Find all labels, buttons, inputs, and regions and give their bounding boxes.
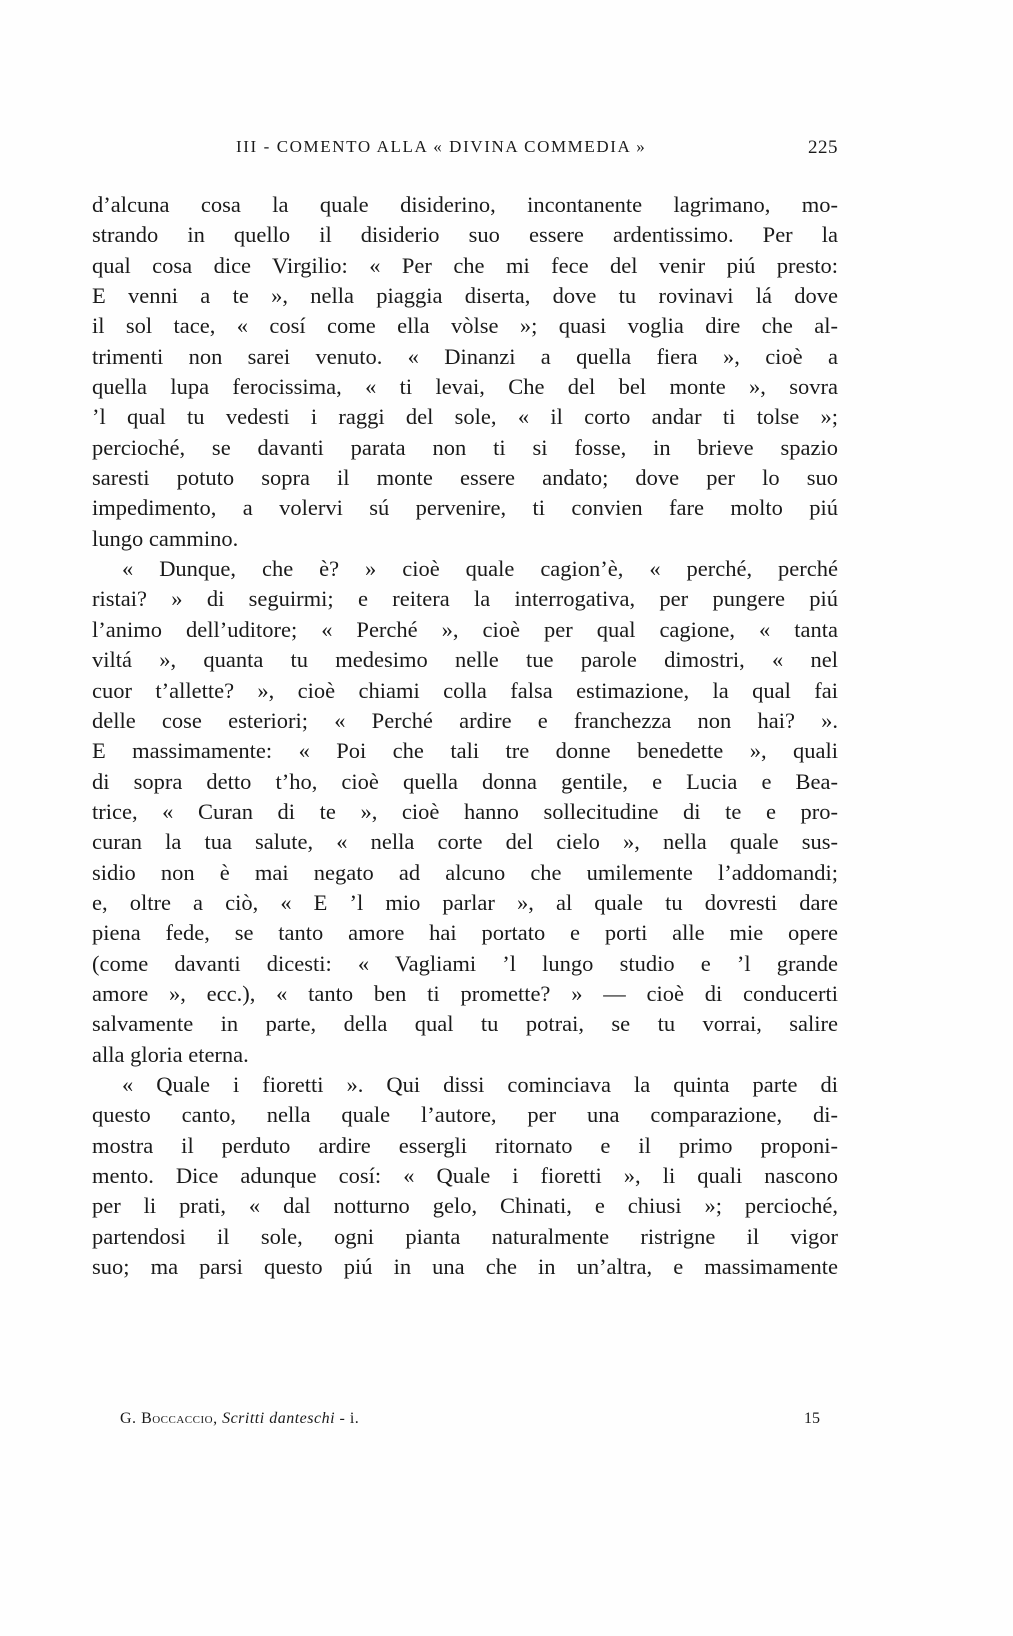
- text-line: piena fede, se tanto amore hai portato e porti alle mie opere: [92, 920, 838, 946]
- work-title: Scritti danteschi: [222, 1410, 336, 1427]
- text-line: di sopra detto t’ho, cioè quella donna gentile, e Lucia e Bea-: [92, 768, 838, 794]
- text-line: curan la tua salute, « nella corte del cielo », nella quale sus-: [92, 829, 838, 855]
- text-line: amore », ecc.), « tanto ben ti promette? » — cioè di conducerti: [92, 980, 838, 1006]
- text-line: il sol tace, « cosí come ella vòlse »; quasi voglia dire che al-: [92, 313, 838, 339]
- author-initial: G.: [120, 1410, 137, 1427]
- text-line: sidio non è mai negato ad alcuno che umilemente l’addomandi;: [92, 859, 838, 885]
- running-title: III - COMENTO ALLA « DIVINA COMMEDIA »: [236, 137, 647, 156]
- text-line: percioché, se davanti parata non ti si fosse, in brieve spazio: [92, 434, 838, 460]
- body-text: [92, 190, 838, 1282]
- text-line: qual cosa dice Virgilio: « Per che mi fece del venir piú presto:: [92, 252, 838, 278]
- text-line: l’animo dell’uditore; « Perché », cioè per qual cagione, « tanta: [92, 616, 838, 642]
- text-line: (come davanti dicesti: « Vagliami ’l lungo studio e ’l grande: [92, 950, 838, 976]
- text-line: ’l qual tu vedesti i raggi del sole, « il corto andar ti tolse »;: [92, 404, 838, 430]
- text-line: questo canto, nella quale l’autore, per una comparazione, di-: [92, 1102, 838, 1128]
- text-line: E venni a te », nella piaggia diserta, dove tu rovinavi lá dove: [92, 283, 838, 309]
- text-line: lungo cammino.: [92, 525, 239, 551]
- text-line: impedimento, a volervi sú pervenire, ti convien fare molto piú: [92, 495, 838, 521]
- text-line: saresti potuto sopra il monte essere andato; dove per lo suo: [92, 465, 838, 491]
- text-line: trice, « Curan di te », cioè hanno sollecitudine di te e pro-: [92, 798, 838, 824]
- text-line: suo; ma parsi questo piú in una che in un’altra, e massimamente: [92, 1254, 838, 1280]
- text-line: mento. Dice adunque cosí: « Quale i fioretti », li quali nascono: [92, 1163, 838, 1188]
- text-line: ristai? » di seguirmi; e reitera la interrogativa, per pungere piú: [92, 586, 838, 612]
- text-line: per li prati, « dal notturno gelo, Chinati, e chiusi »; percioché,: [92, 1193, 838, 1219]
- author-surname: Boccaccio,: [141, 1410, 218, 1427]
- text-line: cuor t’allette? », cioè chiami colla falsa estimazione, la qual fai: [92, 677, 838, 703]
- text-line: partendosi il sole, ogni pianta naturalmente ristrigne il vigor: [92, 1223, 838, 1249]
- text-line: salvamente in parte, della qual tu potrai, se tu vorrai, salire: [92, 1011, 838, 1037]
- text-line: alla gloria eterna.: [92, 1041, 249, 1067]
- text-line: quella lupa ferocissima, « ti levai, Che del bel monte », sovra: [92, 374, 838, 400]
- volume-number: - i.: [339, 1410, 360, 1427]
- page-footer: [120, 1410, 820, 1436]
- text-line: « Quale i fioretti ». Qui dissi cominciava la quinta parte di: [122, 1071, 838, 1097]
- text-line: strando in quello il disiderio suo essere ardentissimo. Per la: [92, 222, 838, 248]
- text-line: mostra il perduto ardire essergli ritornato e il primo proponi-: [92, 1132, 838, 1158]
- text-line: trimenti non sarei venuto. « Dinanzi a quella fiera », cioè a: [92, 343, 838, 369]
- text-line: E massimamente: « Poi che tali tre donne benedette », quali: [92, 738, 838, 764]
- page-number: 225: [808, 137, 838, 158]
- text-line: d’alcuna cosa la quale disiderino, incontanente lagrimano, mo-: [92, 192, 838, 217]
- text-line: viltá », quanta tu medesimo nelle tue parole dimostri, « nel: [92, 647, 838, 673]
- text-line: delle cose esteriori; « Perché ardire e franchezza non hai? ».: [92, 707, 838, 733]
- running-head: [92, 137, 838, 163]
- signature-number: 15: [804, 1410, 820, 1427]
- printer-signature: [120, 1410, 359, 1428]
- text-line: e, oltre a ciò, « E ’l mio parlar », al quale tu dovresti dare: [92, 889, 838, 915]
- text-line: « Dunque, che è? » cioè quale cagion’è, « perché, perché: [122, 556, 838, 582]
